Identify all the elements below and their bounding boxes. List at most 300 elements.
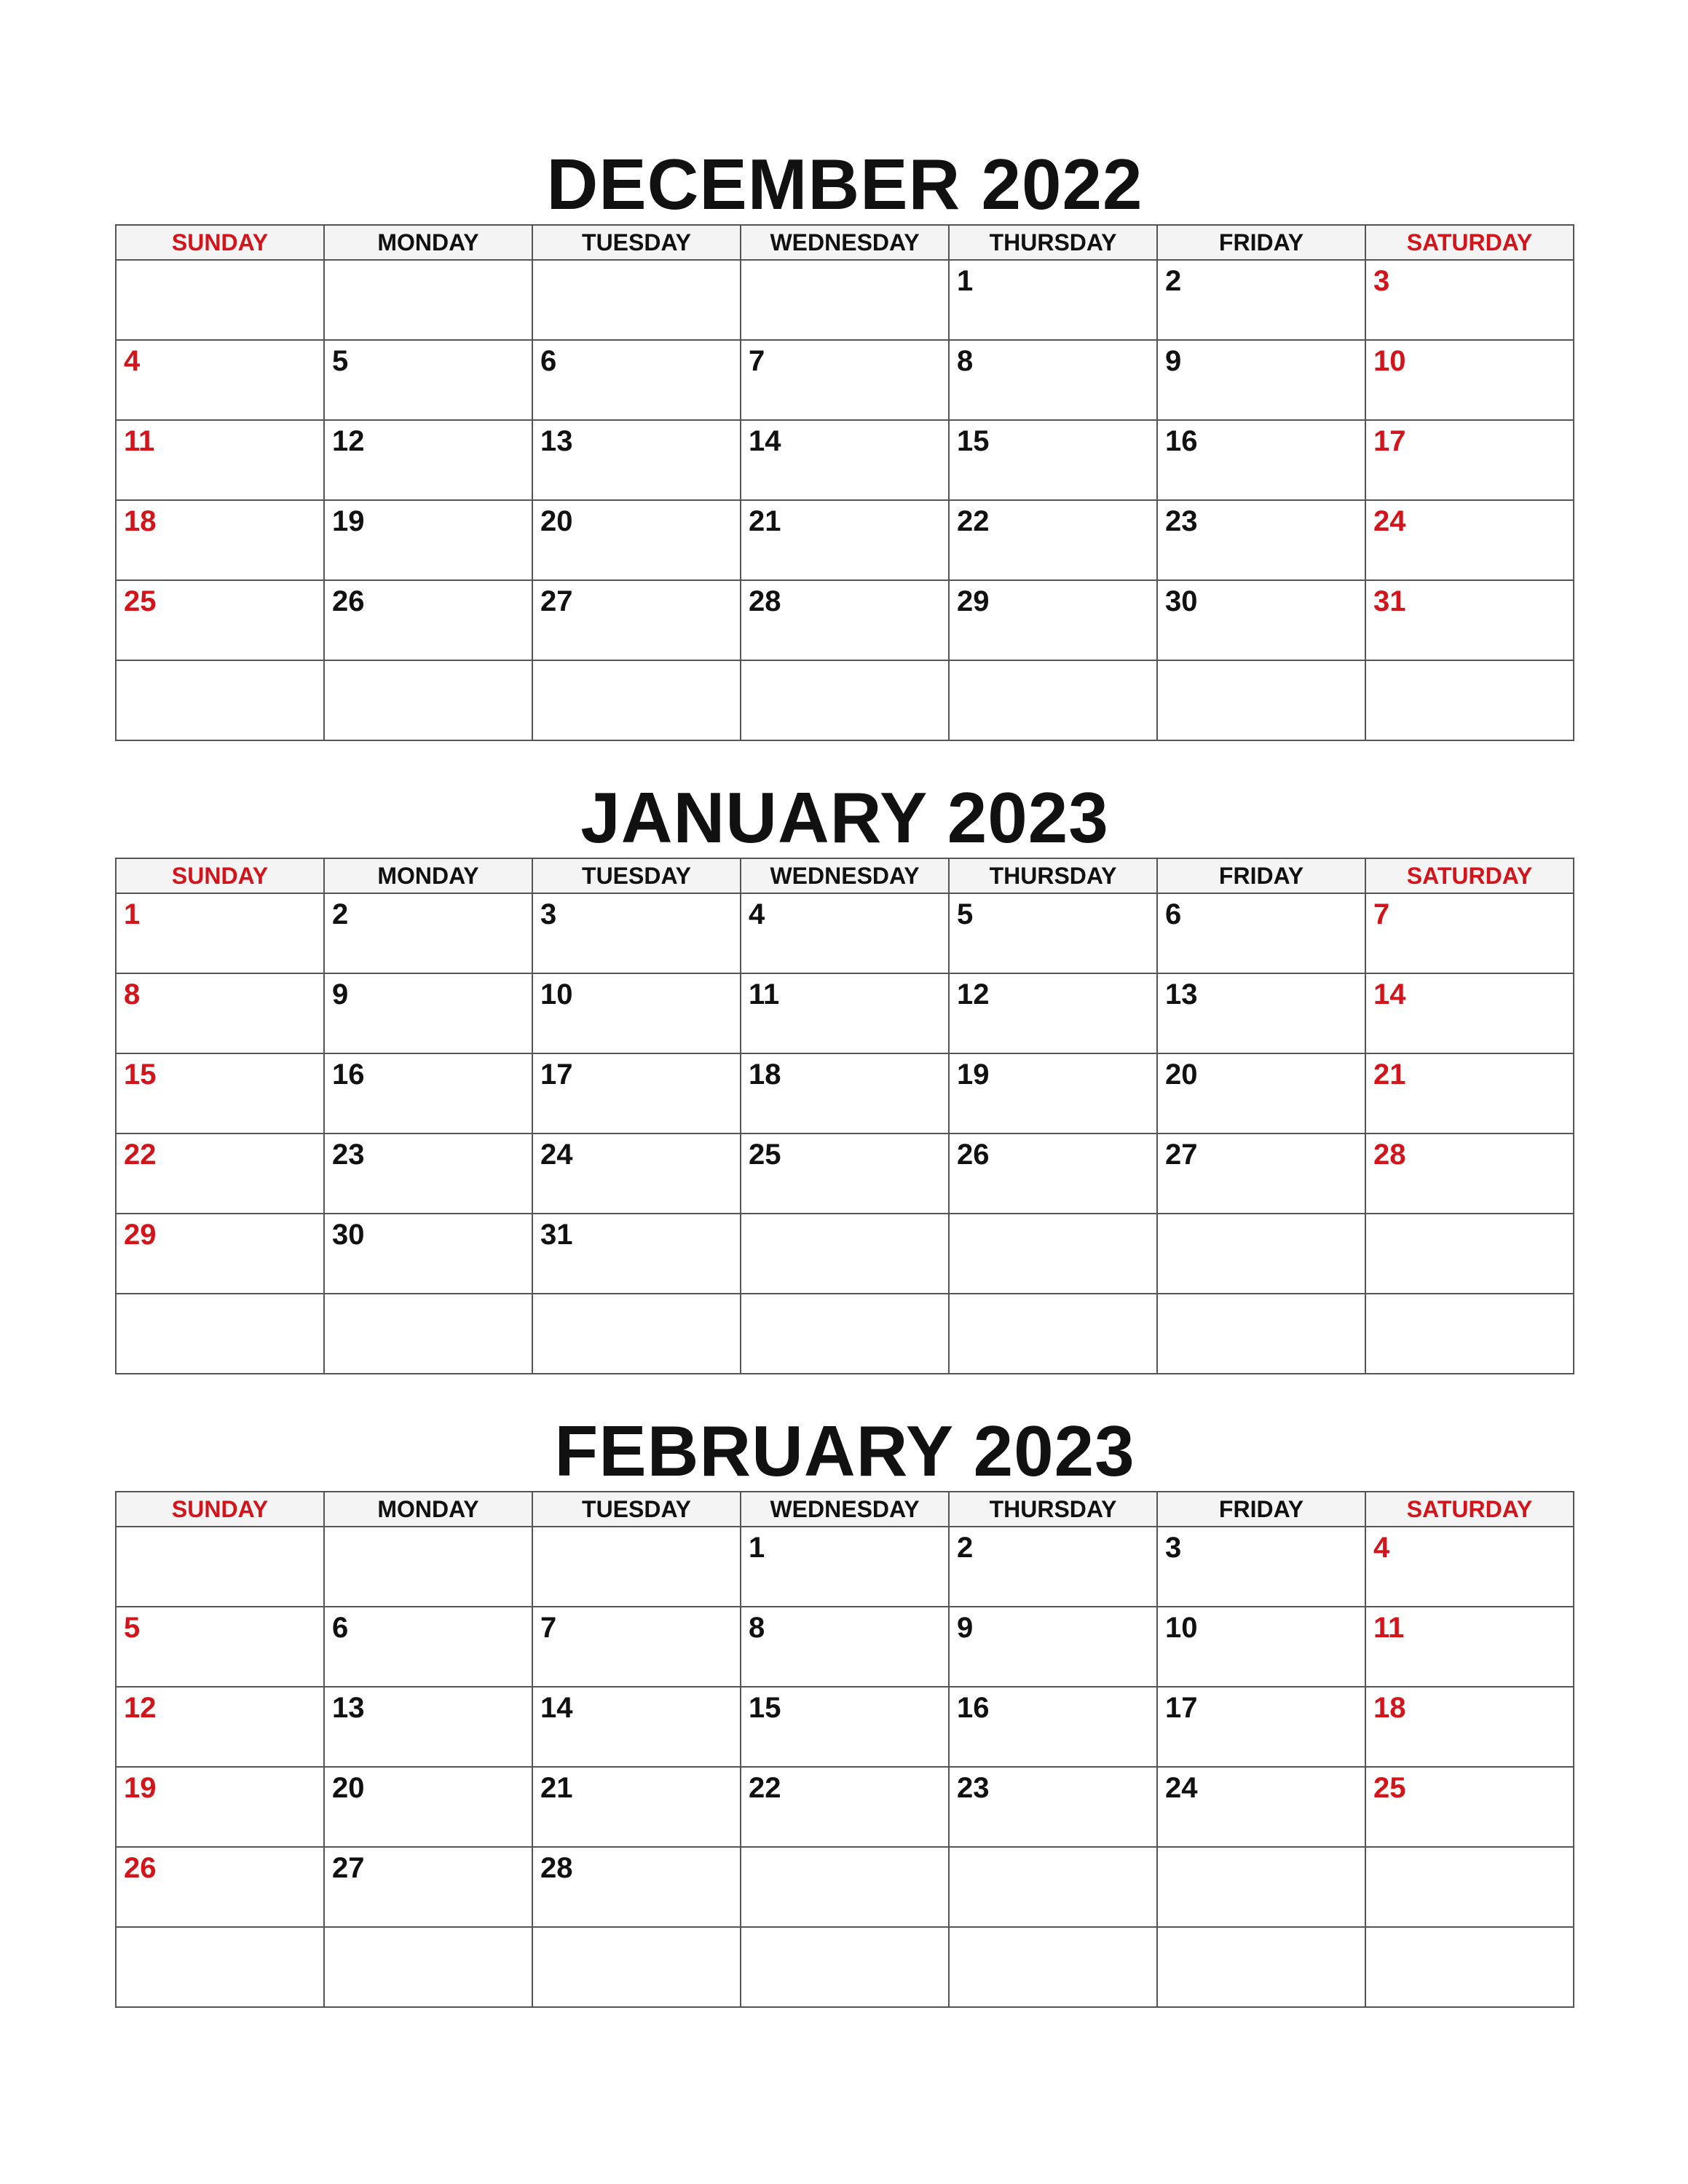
day-cell	[1157, 973, 1365, 1053]
day-cell	[741, 893, 949, 973]
day-number	[1366, 1294, 1573, 1297]
day-number: 5	[957, 898, 974, 930]
day-number: 22	[957, 505, 990, 537]
day-number	[1366, 1928, 1573, 1931]
day-cell	[1157, 1294, 1365, 1374]
day-number: 29	[957, 585, 990, 617]
week-row	[116, 973, 1574, 1053]
day-cell	[949, 420, 1157, 500]
day-number	[1158, 661, 1365, 664]
day-cell	[532, 1294, 741, 1374]
week-row	[116, 1687, 1574, 1767]
weekday-header: FRIDAY	[1157, 225, 1365, 260]
day-number: 11	[749, 978, 780, 1010]
day-cell	[1365, 1767, 1574, 1847]
day-cell	[741, 580, 949, 660]
day-number: 27	[1165, 1139, 1198, 1171]
day-number: 23	[957, 1772, 990, 1804]
day-cell	[741, 1687, 949, 1767]
day-cell	[116, 1687, 324, 1767]
day-number: 17	[1165, 1692, 1198, 1724]
day-number	[1158, 1294, 1365, 1297]
week-row	[116, 260, 1574, 340]
day-number: 25	[1373, 1772, 1406, 1804]
day-cell	[949, 1133, 1157, 1214]
day-cell	[116, 1133, 324, 1214]
day-number: 3	[1165, 1532, 1182, 1564]
day-number: 2	[957, 1532, 974, 1564]
day-cell	[1157, 1847, 1365, 1927]
day-number: 6	[332, 1612, 349, 1644]
day-number: 2	[1165, 265, 1182, 297]
day-cell	[949, 340, 1157, 420]
day-cell	[116, 1214, 324, 1294]
day-cell	[116, 500, 324, 580]
day-number: 11	[124, 425, 155, 457]
day-cell	[1365, 1133, 1574, 1214]
day-cell	[1365, 580, 1574, 660]
day-cell	[324, 340, 532, 420]
day-number: 2	[332, 898, 349, 930]
weekday-header: THURSDAY	[949, 225, 1157, 260]
day-cell	[116, 580, 324, 660]
day-cell	[949, 500, 1157, 580]
weekday-header-row	[116, 858, 1574, 893]
day-cell	[741, 660, 949, 740]
day-number	[533, 661, 740, 664]
day-cell	[1157, 893, 1365, 973]
day-number	[950, 661, 1156, 664]
day-number: 31	[540, 1219, 573, 1251]
day-number	[741, 1928, 948, 1931]
day-number: 14	[1373, 978, 1406, 1010]
day-cell	[324, 580, 532, 660]
day-cell	[116, 1607, 324, 1687]
day-cell	[116, 1767, 324, 1847]
day-cell	[532, 1527, 741, 1607]
day-cell	[324, 260, 532, 340]
day-cell	[532, 260, 741, 340]
day-cell	[116, 1053, 324, 1133]
month-title: FEBRUARY 2023	[554, 1411, 1135, 1491]
day-number: 24	[1165, 1772, 1198, 1804]
day-number: 14	[749, 425, 781, 457]
week-row	[116, 1607, 1574, 1687]
day-cell	[741, 1927, 949, 2007]
week-row	[116, 893, 1574, 973]
day-number: 6	[540, 345, 557, 377]
day-cell	[741, 420, 949, 500]
day-number: 7	[749, 345, 765, 377]
weekday-header: WEDNESDAY	[741, 858, 949, 893]
day-cell	[741, 1053, 949, 1133]
day-cell	[324, 1133, 532, 1214]
weekday-header: SUNDAY	[116, 1492, 324, 1527]
day-cell	[1365, 660, 1574, 740]
day-number: 18	[749, 1059, 781, 1091]
day-cell	[741, 1847, 949, 1927]
day-cell	[324, 1214, 532, 1294]
weekday-header: TUESDAY	[532, 1492, 741, 1527]
day-number: 3	[540, 898, 557, 930]
day-cell	[532, 1847, 741, 1927]
day-number: 22	[749, 1772, 781, 1804]
day-cell	[741, 340, 949, 420]
day-cell	[1365, 1607, 1574, 1687]
day-number: 21	[1373, 1059, 1406, 1091]
day-number: 27	[540, 585, 573, 617]
weekday-header: FRIDAY	[1157, 1492, 1365, 1527]
weekday-header: SUNDAY	[116, 858, 324, 893]
weekday-header: SUNDAY	[116, 225, 324, 260]
day-number: 26	[332, 585, 365, 617]
day-number: 7	[1373, 898, 1390, 930]
day-number	[1366, 1214, 1573, 1217]
day-number: 12	[957, 978, 990, 1010]
week-row	[116, 1847, 1574, 1927]
calendar-grid	[115, 1491, 1574, 2008]
weekday-header: SATURDAY	[1365, 858, 1574, 893]
day-cell	[741, 260, 949, 340]
week-row	[116, 500, 1574, 580]
day-number: 4	[749, 898, 765, 930]
day-number: 24	[540, 1139, 573, 1171]
day-cell	[1157, 500, 1365, 580]
day-cell	[116, 1294, 324, 1374]
day-number	[325, 1294, 532, 1297]
day-cell	[324, 1847, 532, 1927]
day-number: 8	[749, 1612, 765, 1644]
day-cell	[949, 1927, 1157, 2007]
day-number: 8	[124, 978, 141, 1010]
day-cell	[1157, 260, 1365, 340]
day-number: 10	[1373, 345, 1406, 377]
day-cell	[532, 973, 741, 1053]
day-cell	[1157, 1527, 1365, 1607]
day-number: 25	[124, 585, 157, 617]
day-number: 20	[540, 505, 573, 537]
day-number: 16	[957, 1692, 990, 1724]
day-number: 5	[332, 345, 349, 377]
day-cell	[532, 660, 741, 740]
day-number	[533, 261, 740, 264]
day-number: 30	[332, 1219, 365, 1251]
day-number	[950, 1928, 1156, 1931]
day-cell	[116, 420, 324, 500]
weekday-header: MONDAY	[324, 858, 532, 893]
day-cell	[532, 893, 741, 973]
day-number: 10	[1165, 1612, 1198, 1644]
day-cell	[532, 500, 741, 580]
week-row	[116, 420, 1574, 500]
day-number: 28	[1373, 1139, 1406, 1171]
day-number: 31	[1373, 585, 1406, 617]
day-number: 17	[1373, 425, 1406, 457]
day-cell	[324, 420, 532, 500]
weekday-header: SATURDAY	[1365, 1492, 1574, 1527]
day-number: 13	[540, 425, 573, 457]
day-cell	[1157, 1767, 1365, 1847]
day-cell	[1365, 420, 1574, 500]
day-cell	[1365, 973, 1574, 1053]
day-cell	[1365, 1527, 1574, 1607]
day-number: 1	[749, 1532, 765, 1564]
day-cell	[1365, 1053, 1574, 1133]
day-cell	[949, 660, 1157, 740]
week-row	[116, 340, 1574, 420]
day-cell	[532, 1607, 741, 1687]
weekday-header: WEDNESDAY	[741, 1492, 949, 1527]
day-number: 27	[332, 1852, 365, 1884]
day-number: 10	[540, 978, 573, 1010]
day-number	[117, 1527, 323, 1530]
day-number: 20	[332, 1772, 365, 1804]
day-number: 4	[1373, 1532, 1390, 1564]
weekday-header: THURSDAY	[949, 1492, 1157, 1527]
day-number	[117, 661, 323, 664]
day-number	[533, 1928, 740, 1931]
day-cell	[324, 1053, 532, 1133]
day-number	[533, 1527, 740, 1530]
day-number	[950, 1214, 1156, 1217]
day-number	[741, 1214, 948, 1217]
day-cell	[324, 893, 532, 973]
day-number	[950, 1848, 1156, 1851]
day-number: 23	[1165, 505, 1198, 537]
day-number: 21	[749, 505, 781, 537]
day-number: 23	[332, 1139, 365, 1171]
day-cell	[532, 1133, 741, 1214]
day-cell	[116, 340, 324, 420]
day-cell	[532, 1927, 741, 2007]
day-number: 6	[1165, 898, 1182, 930]
day-cell	[949, 893, 1157, 973]
month-title: JANUARY 2023	[580, 778, 1109, 858]
day-number	[325, 1928, 532, 1931]
month-title: DECEMBER 2022	[546, 144, 1143, 224]
day-number	[1158, 1214, 1365, 1217]
day-cell	[1365, 260, 1574, 340]
day-cell	[324, 1927, 532, 2007]
calendar-grid	[115, 858, 1574, 1374]
day-cell	[116, 260, 324, 340]
weekday-header: TUESDAY	[532, 858, 741, 893]
day-number: 12	[124, 1692, 157, 1724]
day-cell	[1365, 1294, 1574, 1374]
day-cell	[1365, 893, 1574, 973]
week-row	[116, 1294, 1574, 1374]
day-number	[325, 261, 532, 264]
day-number	[741, 261, 948, 264]
day-cell	[741, 500, 949, 580]
day-number	[950, 1294, 1156, 1297]
day-cell	[741, 1527, 949, 1607]
day-cell	[949, 1607, 1157, 1687]
day-number: 4	[124, 345, 141, 377]
day-number: 26	[124, 1852, 157, 1884]
day-cell	[532, 1053, 741, 1133]
weekday-header: THURSDAY	[949, 858, 1157, 893]
day-number	[117, 1294, 323, 1297]
day-number: 1	[124, 898, 141, 930]
day-cell	[324, 500, 532, 580]
day-number: 18	[124, 505, 157, 537]
day-number	[325, 661, 532, 664]
day-cell	[1157, 420, 1365, 500]
day-cell	[324, 1527, 532, 1607]
day-cell	[324, 973, 532, 1053]
day-number: 24	[1373, 505, 1406, 537]
day-cell	[1157, 1687, 1365, 1767]
day-cell	[324, 660, 532, 740]
week-row	[116, 660, 1574, 740]
day-number: 15	[749, 1692, 781, 1724]
day-cell	[741, 973, 949, 1053]
day-cell	[1157, 340, 1365, 420]
weekday-header: TUESDAY	[532, 225, 741, 260]
day-number: 26	[957, 1139, 990, 1171]
day-number: 3	[1373, 265, 1390, 297]
weekday-header: FRIDAY	[1157, 858, 1365, 893]
day-number	[117, 1928, 323, 1931]
day-cell	[1157, 580, 1365, 660]
day-number: 22	[124, 1139, 157, 1171]
day-cell	[949, 973, 1157, 1053]
day-number: 15	[124, 1059, 157, 1091]
day-number	[741, 661, 948, 664]
day-number	[533, 1294, 740, 1297]
day-number: 9	[332, 978, 349, 1010]
day-cell	[949, 1214, 1157, 1294]
day-cell	[532, 420, 741, 500]
weekday-header: SATURDAY	[1365, 225, 1574, 260]
day-cell	[949, 580, 1157, 660]
day-number: 16	[1165, 425, 1198, 457]
weekday-header: MONDAY	[324, 1492, 532, 1527]
day-number	[1366, 661, 1573, 664]
day-cell	[949, 1847, 1157, 1927]
day-cell	[116, 660, 324, 740]
day-cell	[532, 1687, 741, 1767]
day-cell	[116, 1527, 324, 1607]
day-number: 25	[749, 1139, 781, 1171]
week-row	[116, 1214, 1574, 1294]
day-cell	[532, 1214, 741, 1294]
day-number: 7	[540, 1612, 557, 1644]
day-number	[117, 261, 323, 264]
day-number: 8	[957, 345, 974, 377]
day-cell	[1365, 1847, 1574, 1927]
day-number: 30	[1165, 585, 1198, 617]
day-number: 19	[332, 505, 365, 537]
calendar-grid	[115, 224, 1574, 741]
day-cell	[324, 1294, 532, 1374]
day-cell	[324, 1767, 532, 1847]
day-cell	[949, 260, 1157, 340]
week-row	[116, 1927, 1574, 2007]
day-number	[741, 1848, 948, 1851]
day-cell	[324, 1687, 532, 1767]
weekday-header-row	[116, 225, 1574, 260]
day-number	[741, 1294, 948, 1297]
day-cell	[1157, 1927, 1365, 2007]
day-cell	[1365, 1214, 1574, 1294]
day-number: 16	[332, 1059, 365, 1091]
weekday-header: MONDAY	[324, 225, 532, 260]
day-number	[325, 1527, 532, 1530]
day-number: 28	[749, 585, 781, 617]
day-cell	[116, 893, 324, 973]
day-cell	[324, 1607, 532, 1687]
day-number: 21	[540, 1772, 573, 1804]
day-number	[1158, 1848, 1365, 1851]
day-number: 20	[1165, 1059, 1198, 1091]
day-cell	[532, 580, 741, 660]
day-number: 14	[540, 1692, 573, 1724]
weekday-header: WEDNESDAY	[741, 225, 949, 260]
day-cell	[1365, 500, 1574, 580]
day-number	[1158, 1928, 1365, 1931]
day-cell	[1157, 1607, 1365, 1687]
day-number: 29	[124, 1219, 157, 1251]
day-cell	[532, 1767, 741, 1847]
day-cell	[741, 1767, 949, 1847]
day-cell	[741, 1214, 949, 1294]
day-cell	[1365, 1687, 1574, 1767]
weekday-header-row	[116, 1492, 1574, 1527]
day-cell	[116, 1847, 324, 1927]
day-cell	[949, 1687, 1157, 1767]
day-cell	[949, 1294, 1157, 1374]
week-row	[116, 1767, 1574, 1847]
day-number: 13	[1165, 978, 1198, 1010]
day-number: 1	[957, 265, 974, 297]
day-cell	[741, 1294, 949, 1374]
week-row	[116, 1053, 1574, 1133]
day-cell	[1365, 1927, 1574, 2007]
day-number: 9	[957, 1612, 974, 1644]
day-number: 28	[540, 1852, 573, 1884]
day-cell	[949, 1527, 1157, 1607]
day-number: 19	[957, 1059, 990, 1091]
day-cell	[949, 1767, 1157, 1847]
day-cell	[116, 1927, 324, 2007]
week-row	[116, 580, 1574, 660]
day-cell	[741, 1133, 949, 1214]
day-cell	[1157, 1214, 1365, 1294]
day-cell	[1157, 1133, 1365, 1214]
week-row	[116, 1527, 1574, 1607]
week-row	[116, 1133, 1574, 1214]
day-cell	[949, 1053, 1157, 1133]
day-number	[1366, 1848, 1573, 1851]
day-number: 15	[957, 425, 990, 457]
day-number: 19	[124, 1772, 157, 1804]
day-cell	[116, 973, 324, 1053]
day-number: 13	[332, 1692, 365, 1724]
day-number: 12	[332, 425, 365, 457]
day-cell	[532, 340, 741, 420]
day-cell	[1157, 660, 1365, 740]
day-number: 5	[124, 1612, 141, 1644]
day-cell	[1365, 340, 1574, 420]
day-number: 17	[540, 1059, 573, 1091]
day-number: 9	[1165, 345, 1182, 377]
day-cell	[741, 1607, 949, 1687]
day-number: 18	[1373, 1692, 1406, 1724]
day-cell	[1157, 1053, 1365, 1133]
day-number: 11	[1373, 1612, 1405, 1644]
